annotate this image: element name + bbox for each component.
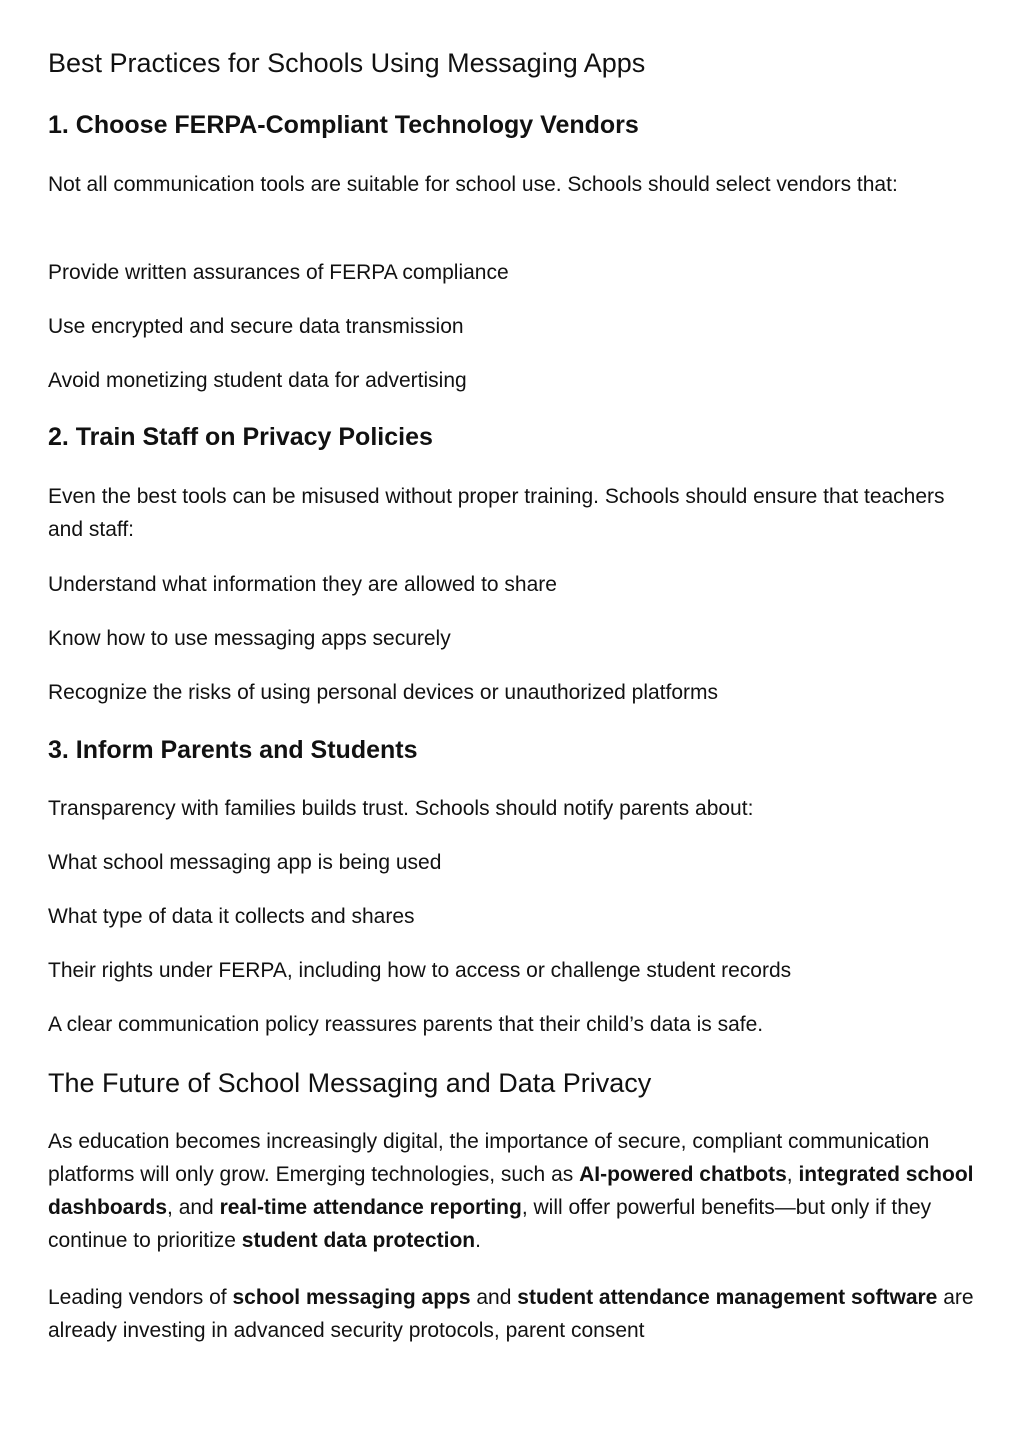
text-run: , [786,1163,799,1186]
future-heading: The Future of School Messaging and Data Privacy [48,1068,652,1098]
bold-term: AI-powered chatbots [579,1163,787,1186]
page-title: Best Practices for Schools Using Messaging Apps [48,48,646,78]
section-1-heading: 1. Choose FERPA-Compliant Technology Vendors [48,111,639,139]
text-run: are already investing in advanced security protocols, parent consent [48,1286,974,1342]
section-2-item: Know how to use messaging apps securely [48,627,451,650]
section-2-item: Recognize the risks of using personal devices or unauthorized platforms [48,681,719,704]
section-3-item: Their rights under FERPA, including how to access or challenge student records [48,959,792,982]
section-3-closing: A clear communication policy reassures parents that their child’s data is safe. [48,1013,764,1036]
future-paragraph-2 [48,1281,978,1347]
text-run: As education becomes increasingly digital, the importance of secure, compliant communication platforms will only grow. Emerging technologies, such as [48,1130,930,1186]
section-1-item: Provide written assurances of FERPA compliance [48,261,509,284]
future-paragraph-1 [48,1125,978,1257]
bold-term: student attendance management software [517,1286,938,1309]
section-1-item: Use encrypted and secure data transmission [48,315,464,338]
text-run: and [470,1286,518,1309]
bold-term: school messaging apps [232,1286,471,1309]
bold-term: integrated school dashboards [48,1163,974,1219]
text-run: , will offer powerful benefits—but only if they continue to prioritize [48,1196,932,1252]
text-run: . [475,1229,481,1252]
section-3-item: What type of data it collects and shares [48,905,415,928]
section-3-intro: Transparency with families builds trust. Schools should notify parents about: [48,797,754,820]
section-3-heading: 3. Inform Parents and Students [48,736,418,764]
bold-term: real-time attendance reporting [219,1196,522,1219]
section-2-item: Understand what information they are allowed to share [48,573,557,596]
bold-term: student data protection [241,1229,476,1252]
section-1-item: Avoid monetizing student data for advertising [48,369,467,392]
section-3-item: What school messaging app is being used [48,851,442,874]
section-2-intro: Even the best tools can be misused without proper training. Schools should ensure that teachers and staff: [48,485,945,541]
text-run: , and [167,1196,220,1219]
text-run: Leading vendors of [48,1286,233,1309]
section-1-intro: Not all communication tools are suitable for school use. Schools should select vendors that: [48,173,898,196]
section-2-heading: 2. Train Staff on Privacy Policies [48,423,433,451]
